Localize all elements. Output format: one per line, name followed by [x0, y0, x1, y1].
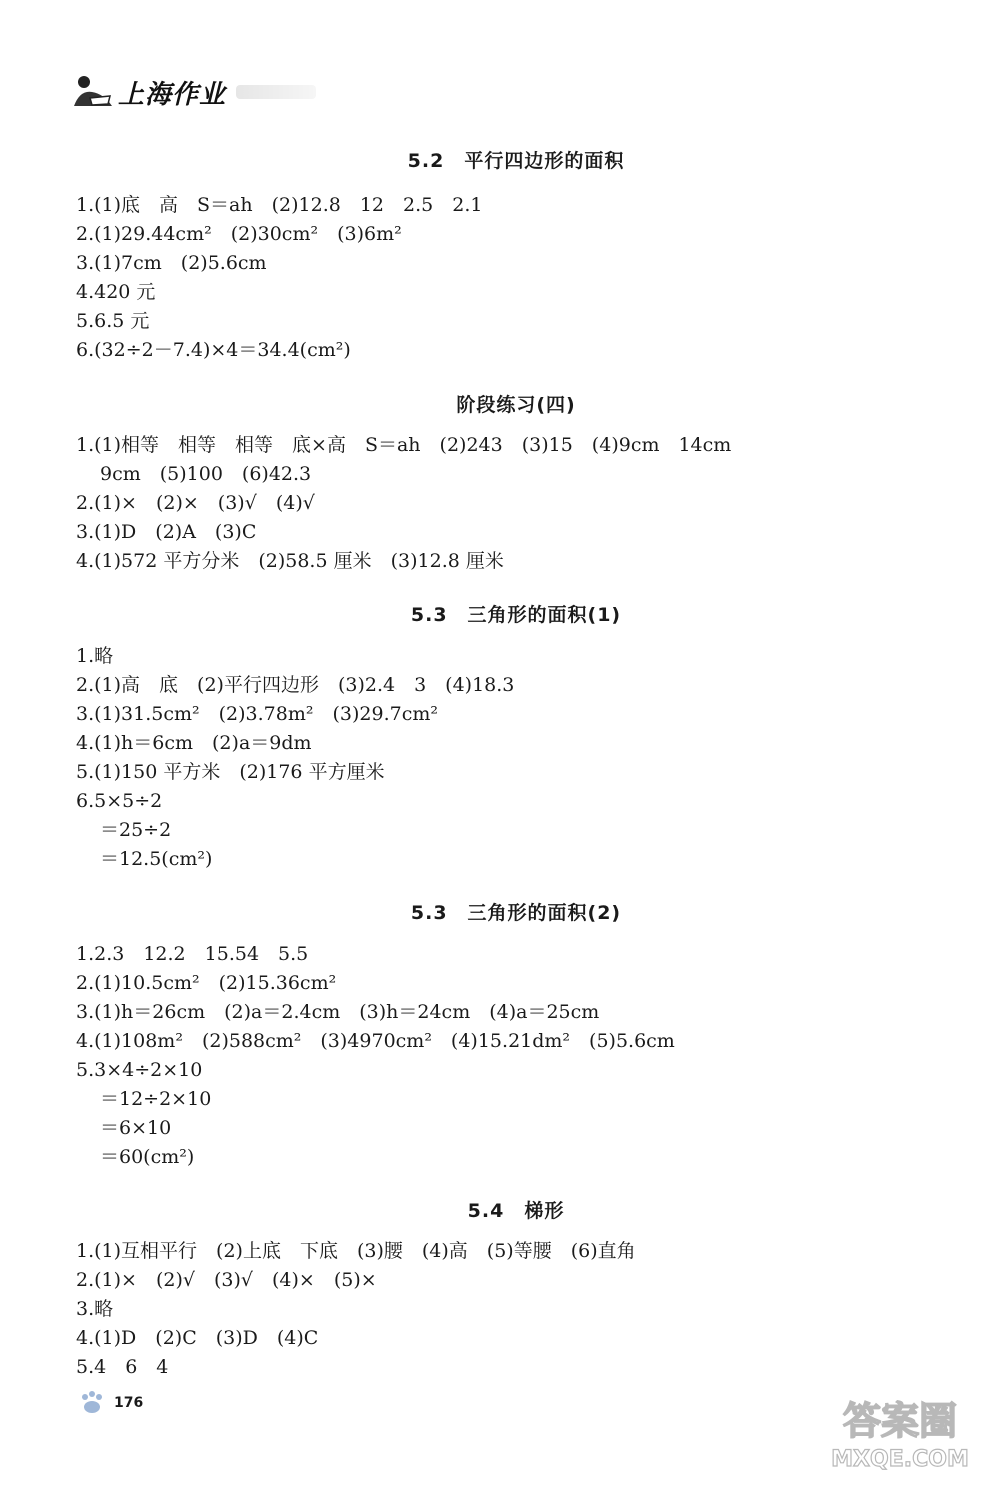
watermark-title: 答案圈 — [842, 1399, 958, 1443]
answer-line: 3.(1)D (2)A (3)C — [76, 521, 257, 543]
answer-line: 3.(1)31.5cm² (2)3.78m² (3)29.7cm² — [76, 703, 438, 725]
header-decoration — [236, 85, 316, 99]
answer-line-continuation: ＝12.5(cm²) — [100, 848, 213, 870]
answer-line: 2.(1)高 底 (2)平行四边形 (3)2.4 3 (4)18.3 — [76, 674, 515, 696]
page-footer — [78, 1390, 143, 1416]
answer-line: 4.(1)D (2)C (3)D (4)C — [76, 1327, 319, 1349]
answer-line: 2.(1)10.5cm² (2)15.36cm² — [76, 972, 337, 994]
answer-line-continuation: ＝12÷2×10 — [100, 1088, 212, 1110]
answer-line: 6.5×5÷2 — [76, 790, 163, 812]
book-title: 上海作业 — [118, 79, 227, 110]
section-title: 阶段练习(四) — [456, 394, 576, 416]
section-title: 5.3 三角形的面积(1) — [410, 604, 622, 626]
answer-line: 3.(1)h＝26cm (2)a＝2.4cm (3)h＝24cm (4)a＝25cm — [76, 1001, 600, 1023]
watermark-site: MXQE.COM — [831, 1447, 969, 1472]
paw-print-icon — [78, 1390, 108, 1416]
answer-line: 1.(1)相等 相等 相等 底×高 S＝ah (2)243 (3)15 (4)9cm 14cm — [76, 434, 732, 456]
answer-line: 1.略 — [76, 645, 114, 667]
answer-line: 5.(1)150 平方米 (2)176 平方厘米 — [76, 761, 385, 783]
site-watermark — [820, 1388, 980, 1476]
answer-line: 2.(1)× (2)× (3)√ (4)√ — [76, 492, 315, 514]
answer-line: 3.(1)7cm (2)5.6cm — [76, 252, 267, 274]
answer-line: 1.(1)互相平行 (2)上底 下底 (3)腰 (4)高 (5)等腰 (6)直角 — [76, 1240, 636, 1262]
answer-line-continuation: ＝25÷2 — [100, 819, 172, 841]
section-title: 5.2 平行四边形的面积 — [407, 150, 625, 172]
answer-line-continuation: ＝60(cm²) — [100, 1146, 195, 1168]
answer-line: 1.(1)底 高 S＝ah (2)12.8 12 2.5 2.1 — [76, 194, 483, 216]
answer-line-continuation: ＝6×10 — [100, 1117, 172, 1139]
answer-line: 5.4 6 4 — [76, 1356, 169, 1378]
answer-line: 4.(1)h＝6cm (2)a＝9dm — [76, 732, 312, 754]
reading-figure-logo-icon — [70, 72, 116, 112]
section-title: 5.3 三角形的面积(2) — [410, 902, 622, 924]
answer-line: 4.(1)572 平方分米 (2)58.5 厘米 (3)12.8 厘米 — [76, 550, 504, 572]
answer-line: 6.(32÷2－7.4)×4＝34.4(cm²) — [76, 339, 351, 361]
answer-line: 4.(1)108m² (2)588cm² (3)4970cm² (4)15.21dm² (5)5.6cm — [76, 1030, 675, 1052]
answer-line-continuation: 9cm (5)100 (6)42.3 — [100, 463, 312, 485]
answer-line: 2.(1)× (2)√ (3)√ (4)× (5)× — [76, 1269, 377, 1291]
answer-line: 5.6.5 元 — [76, 310, 150, 332]
answer-line: 3.略 — [76, 1298, 114, 1320]
answer-line: 2.(1)29.44cm² (2)30cm² (3)6m² — [76, 223, 402, 245]
answer-line: 5.3×4÷2×10 — [76, 1059, 203, 1081]
section-title: 5.4 梯形 — [467, 1200, 565, 1222]
book-header — [70, 68, 316, 116]
answer-line: 4.420 元 — [76, 281, 156, 303]
answer-line: 1.2.3 12.2 15.54 5.5 — [76, 943, 309, 965]
page-number: 176 — [114, 1395, 144, 1411]
